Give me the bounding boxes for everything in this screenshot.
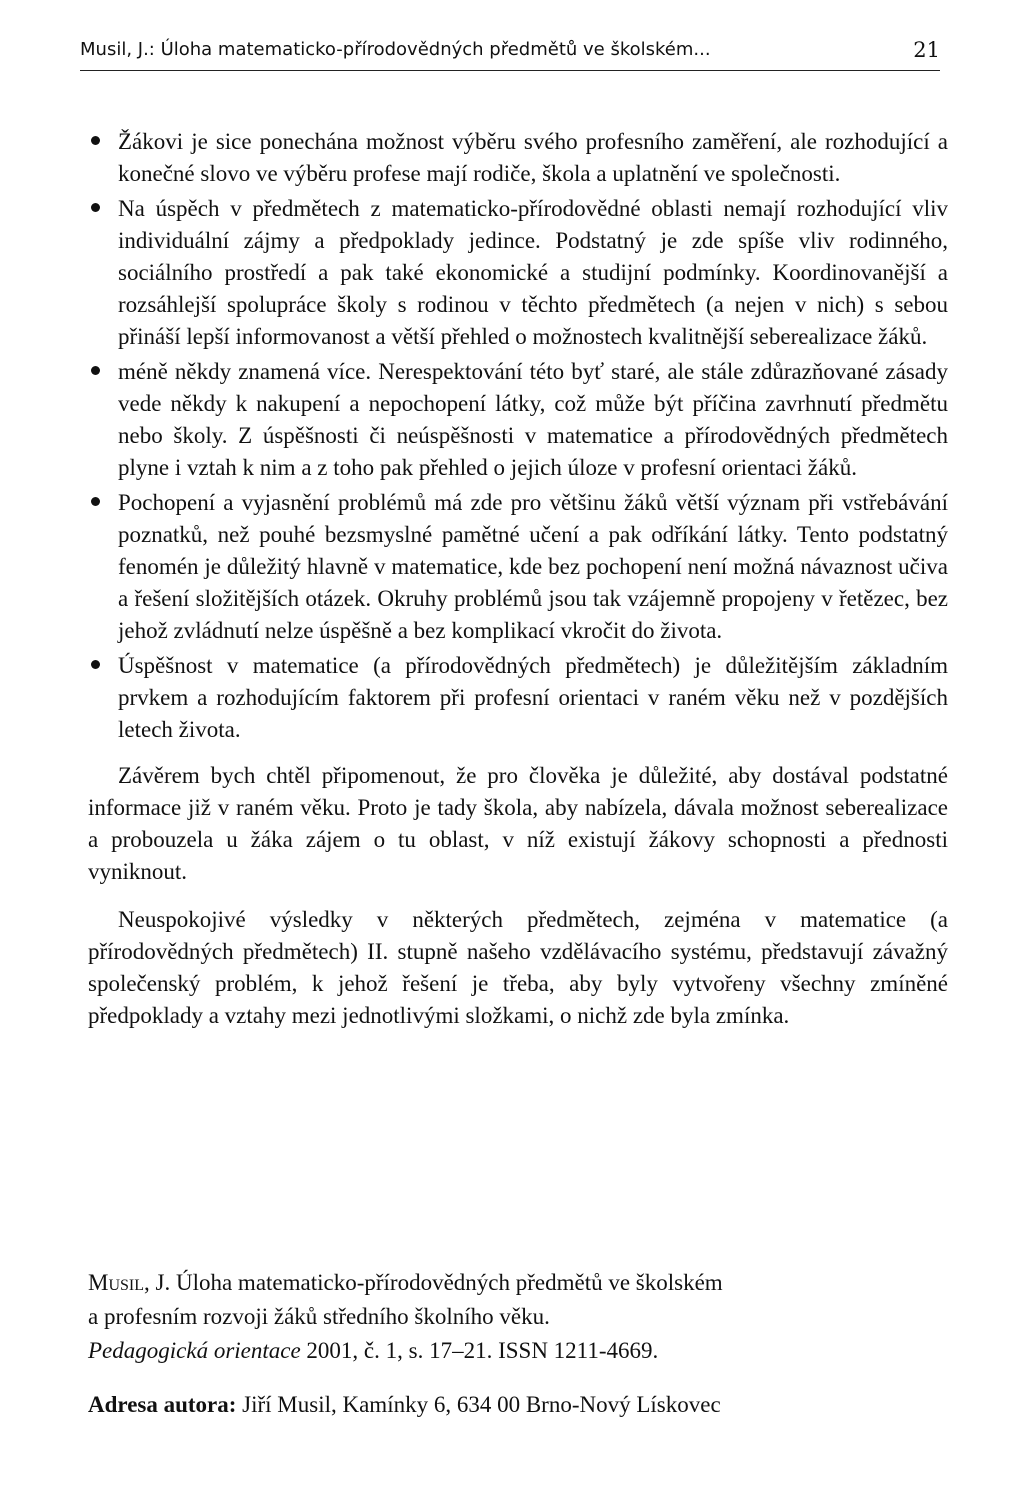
bullet-text: Na úspěch v předmětech z matematicko-přírodovědné oblasti nemají rozhodující vliv individuální zájmy a předpoklady jedince. Podstatný je zde spíše vliv rodinného, sociálního prostředí a pak také ekonomické a studijní podmínky. Koordinovanější a rozsáhlejší spolupráce školy s rodinou v těchto předmětech (a nejen v nich) s sebou přináší lepší informovanost a větší přehled o možnostech kvalitnější seberealizace žáků. (118, 196, 948, 349)
body-paragraph: Závěrem bych chtěl připomenout, že pro člověka je důležité, aby dostával podstatné informace již v raném věku. Proto je tady škola, aby nabízela, dávala možnost seberealizace a probouzela u žáka zájem o tu oblast, v níž existují žákovy schopnosti a přednosti vyniknout. (88, 763, 948, 884)
citation-line-2 (88, 1300, 948, 1334)
author-address (88, 1388, 948, 1422)
citation-block (88, 1266, 948, 1368)
bullet-item (88, 193, 948, 353)
citation-title-2: a profesním rozvoji žáků středního školního věku. (88, 1304, 550, 1329)
bullet-text: Pochopení a vyjasnění problémů má zde pro většinu žáků větší význam při vstřebávání poznatků, než pouhé bezsmyslné pamětné učení a pak odříkání látky. Tento podstatný fenomén je důležitý hlavně v matematice, kde bez pochopení není možná návaznost učiva a řešení složitějších otázek. Okruhy problémů jsou tak vzájemně propojeny v řetězec, bez jehož zvládnutí nelze úspěšně a bez komplikací vkročit do života. (118, 490, 948, 643)
article-body (88, 126, 948, 1032)
bullet-item (88, 126, 948, 190)
citation-title-1: Úloha matematicko-přírodovědných předmětů ve školském (175, 1270, 723, 1295)
bullet-icon (91, 660, 100, 669)
citation-details: 2001, č. 1, s. 17–21. ISSN 1211-4669. (306, 1338, 659, 1363)
citation-line-1 (88, 1266, 948, 1300)
header-rule (80, 70, 940, 71)
running-header (80, 36, 940, 64)
bullet-icon (91, 203, 100, 212)
bullet-item (88, 487, 948, 647)
bullet-text: méně někdy znamená více. Nerespektování této byť staré, ale stále zdůrazňované zásady vede někdy k nakupení a nepochopení látky, což může být příčina zavrhnutí předmětu nebo školy. Z úspěšnosti či neúspěšnosti v matematice a přírodovědných předmětech plyne i vztah k nim a z toho pak přehled o jejich úloze v profesní orientaci žáků. (118, 359, 948, 480)
citation-author: Musil, J. (88, 1270, 171, 1295)
bullet-icon (91, 497, 100, 506)
body-paragraph: Neuspokojivé výsledky v některých předmětech, zejména v matematice (a přírodovědných předmětech) II. stupně našeho vzdělávacího systému, představují závažný společenský problém, k jehož řešení je třeba, aby byly vytvořeny všechny zmíněné předpoklady a vztahy mezi jednotlivými složkami, o nichž zde byla zmínka. (88, 907, 948, 1028)
bullet-item (88, 650, 948, 746)
bullet-list (88, 126, 948, 746)
bullet-icon (91, 366, 100, 375)
citation-line-3 (88, 1334, 948, 1368)
bullet-item (88, 356, 948, 484)
running-title: Musil, J.: Úloha matematicko-přírodovědných předmětů ve školském... (80, 39, 711, 60)
address-value: Jiří Musil, Kamínky 6, 634 00 Brno-Nový Lískovec (242, 1392, 721, 1417)
bullet-text: Žákovi je sice ponechána možnost výběru svého profesního zaměření, ale rozhodující a konečné slovo ve výběru profese mají rodiče, škola a uplatnění ve společnosti. (118, 129, 948, 186)
bullet-text: Úspěšnost v matematice (a přírodovědných předmětech) je důležitějším základním prvkem a rozhodujícím faktorem při profesní orientaci v raném věku než v pozdějších letech života. (118, 653, 948, 742)
bullet-icon (91, 136, 100, 145)
citation-journal: Pedagogická orientace (88, 1338, 301, 1363)
page-number: 21 (913, 38, 940, 62)
address-label: Adresa autora: (88, 1392, 237, 1417)
